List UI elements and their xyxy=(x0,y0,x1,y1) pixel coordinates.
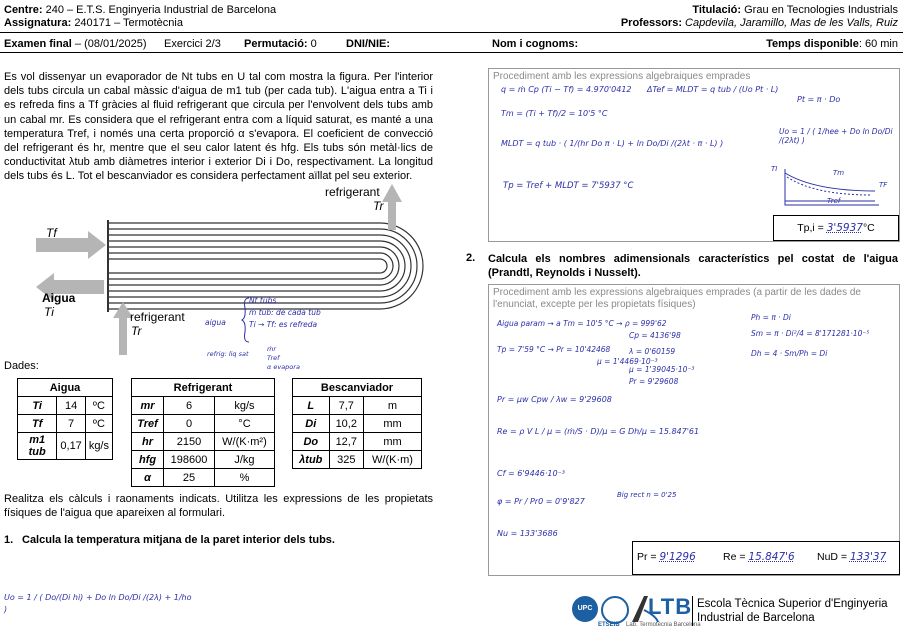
q2-hw-cf: Cf = 6'9446·10⁻³ xyxy=(497,469,565,478)
note-ti-tf: Ti → Tf: es refreda xyxy=(249,320,318,329)
cell: Ti xyxy=(18,397,57,415)
etseib-text: ETSEIB xyxy=(598,622,620,628)
school-name xyxy=(697,597,888,625)
permutacio xyxy=(244,38,317,51)
re-result xyxy=(723,551,795,563)
q2-hw-prandtl: Pr = μw Cpw / λw = 9'29608 xyxy=(497,395,612,404)
q2-hw-lambda: λ = 0'60159 xyxy=(629,347,676,356)
ti-label: Ti xyxy=(44,305,54,319)
tf-label: Tf xyxy=(46,226,57,240)
tf-arrow-head xyxy=(88,231,106,259)
dni-label: DNI/NIE: xyxy=(346,38,390,50)
header-centre xyxy=(4,4,276,17)
professors-value: Capdevila, Jaramillo, Mas de les Valls, Ruiz xyxy=(685,17,898,29)
cell: m xyxy=(363,397,421,415)
upc-logo xyxy=(572,596,598,622)
cell: hr xyxy=(132,433,164,451)
q1-box-label: Procediment amb les expressions algebraiques emprades xyxy=(493,71,751,82)
q2-hw-n: Big rect n = 0'25 xyxy=(617,491,677,499)
nu-result xyxy=(817,551,886,563)
footer-formula: Uo = 1 / ( Do/(Di hi) + Do ln Do/Di /(2λ) + 1/ho ) xyxy=(4,593,192,614)
refrig-in-body xyxy=(119,315,127,355)
centre-label: Centre: xyxy=(4,4,43,16)
table-row xyxy=(18,415,113,433)
q2-hw-reynolds: Re = ρ V L / μ = (ṁ/S · D)/μ = G Dh/μ = 15.847'61 xyxy=(497,427,700,436)
permutacio-value: 0 xyxy=(310,38,317,50)
nu-value: 133'37 xyxy=(849,551,887,563)
tr-top-label: Tr xyxy=(373,199,384,213)
refrig-out-body xyxy=(388,200,396,230)
permutacio-label: Permutació: xyxy=(244,38,308,50)
cell: W/(K·m²) xyxy=(214,433,274,451)
q2-hw-ph: Ph = π · Di xyxy=(751,313,791,322)
note-alpha: α evapora xyxy=(267,363,300,371)
cell: 7 xyxy=(57,415,85,433)
table-row xyxy=(18,433,113,460)
cell: hfg xyxy=(132,451,164,469)
cell: kg/s xyxy=(85,433,112,460)
pr-value: 9'1296 xyxy=(659,551,696,563)
nu-label: NuD = xyxy=(817,551,850,563)
cell: 0 xyxy=(164,415,215,433)
header-divider xyxy=(0,32,903,33)
cell: mr xyxy=(132,397,164,415)
q1-hw-pt: Pt = π · Do xyxy=(797,95,841,104)
tr-bottom-label: Tr xyxy=(131,324,142,338)
note-nt: Nt tubs xyxy=(249,296,277,305)
cell: kg/s xyxy=(214,397,274,415)
q1-hw-tref-sketch: Tref xyxy=(827,197,841,205)
note-aigua: aigua xyxy=(205,318,226,327)
table-row xyxy=(293,451,422,469)
cell: 7,7 xyxy=(329,397,363,415)
exercici-label: Exercici 2/3 xyxy=(164,38,221,50)
cell: Tref xyxy=(132,415,164,433)
q2-hw-aigua: Aigua param → a Tm = 10'5 °C → ρ = 999'62 xyxy=(497,319,667,328)
note-mtub: ṁ tub: de cada tub xyxy=(249,308,321,317)
etseib-logo xyxy=(601,596,629,624)
cell: °C xyxy=(214,415,274,433)
cell: Di xyxy=(293,415,330,433)
header-divider-2 xyxy=(0,52,903,53)
table-row xyxy=(132,397,275,415)
q2-result-box xyxy=(632,541,900,575)
q1-hw-dtef: ΔTef = MLDT = q tub / (Uo Pt · L) xyxy=(647,85,779,94)
q1-hw-uo: Uo = 1 / ( 1/hee + Do ln Do/Di /(2λt) ) xyxy=(779,127,893,145)
q1-number: 1. xyxy=(4,534,14,546)
header-assignatura xyxy=(4,17,183,30)
lab-text: Lab. Termotècnia Barcelona xyxy=(626,622,701,628)
q2-hw-nu: Nu = 133'3686 xyxy=(497,529,558,538)
cell: mm xyxy=(363,415,421,433)
q1-hw-tp: Tp = Tref + MLDT = 7'5937 °C xyxy=(503,181,634,191)
table-refrigerant xyxy=(131,378,275,487)
table-row xyxy=(293,415,422,433)
figure-notes xyxy=(205,296,345,376)
q1-hw-ti: TI xyxy=(771,165,778,173)
examen-line xyxy=(4,38,146,51)
cell: 198600 xyxy=(164,451,215,469)
re-label: Re = xyxy=(723,551,749,563)
q1-hw-q: q = ṁ Cp (Ti − Tf) = 4.970'0412 xyxy=(501,85,632,94)
refrigerant-top-label: refrigerant xyxy=(325,185,380,199)
q2-hw-mu2: μ = 1'39045·10⁻³ xyxy=(629,365,695,374)
re-value: 15.847'6 xyxy=(748,551,795,563)
problem-statement: Es vol dissenyar un evaporador de Nt tubs en U tal com mostra la figura. Per l'interior dels tubs circula un cabal màssic d'aigua de m1 tub (per cada tub). L'aigua entra a Ti i es refreda fins a Tf gràcies al fluid refrigerant que circula per l'envolvent dels tubs amb un cabal mr. Es considera que el refrigerant entra com a líquid saturat, es manté a una temperatura Tref, i només una certa proporció α s'evapora. El coeficient de convecció del refrigerant és hr, mentre que el seu calor latent és hfg. Els tubs són metàl·lics de conductivitat λtub amb diàmetres interior i exterior Di i Do, respectivament. La longitud dels tubs és L. Tot el bescanviador es considera perfectament aïllat pel seu exterior. xyxy=(4,71,433,183)
assignatura-label: Assignatura: xyxy=(4,17,72,29)
q1-hw-tm: Tm = (Ti + Tf)/2 = 10'5 °C xyxy=(501,109,608,118)
assignatura-value: 240171 – Termotècnia xyxy=(74,17,183,29)
professors-label: Professors: xyxy=(620,17,682,29)
titulacio-value: Grau en Tecnologies Industrials xyxy=(744,4,898,16)
table-aigua xyxy=(17,378,113,460)
examen-label: Examen final xyxy=(4,38,72,50)
temps-value: : 60 min xyxy=(858,38,898,50)
ltb-text: LTB xyxy=(648,594,693,619)
q2-hw-phi: φ = Pr / Pr0 = 0'9'827 xyxy=(497,497,585,506)
cell: 6 xyxy=(164,397,215,415)
tf-arrow-body xyxy=(36,238,88,252)
nom-label: Nom i cognoms: xyxy=(492,38,579,50)
note-tref: Tref xyxy=(267,354,280,362)
q1-hw-mldt: MLDT = q tub · ( 1/(hr Do π · L) + ln Do/Di /(2λt · π · L) ) xyxy=(501,139,724,148)
temps-label: Temps disponible xyxy=(766,38,859,50)
footer-divider xyxy=(692,596,693,626)
dades-label: Dades: xyxy=(4,360,39,372)
cell: α xyxy=(132,469,164,487)
q1-result-label: Tp,i = xyxy=(797,222,827,234)
note-refrig: refrig: liq sat xyxy=(207,350,249,358)
q1-result-box xyxy=(773,215,899,241)
cell: 0,17 xyxy=(57,433,85,460)
q2-hw-pr: Pr = 9'29608 xyxy=(629,377,679,386)
refrig-out-head xyxy=(382,184,402,202)
table-row xyxy=(18,397,113,415)
table-aigua-title: Aigua xyxy=(18,379,113,397)
pr-result xyxy=(637,551,696,563)
aigua-label: Aigua xyxy=(42,291,76,305)
q2-box-label: Procediment amb les expressions algebraiques emprades (a partir de les dades de l'enunciat, excepte per les propietats físiques) xyxy=(493,287,861,310)
q2-answer-box xyxy=(488,284,900,576)
titulacio-label: Titulació: xyxy=(692,4,742,16)
cell: mm xyxy=(363,433,421,451)
cell: % xyxy=(214,469,274,487)
q2-hw-sm: Sm = π · Di²/4 = 8'171281·10⁻⁵ xyxy=(751,329,870,338)
school-line2: Industrial de Barcelona xyxy=(697,612,815,624)
table-bescanviador-title: Bescanviador xyxy=(293,379,422,397)
instructions: Realitza els càlculs i raonaments indicats. Utilitza les expressions de les propietats físiques de l'aigua que apareixen al formulari. xyxy=(4,493,433,520)
q2-hw-dh: Dh = 4 · Sm/Ph = Di xyxy=(751,349,828,358)
cell: 12,7 xyxy=(329,433,363,451)
cell: ºC xyxy=(85,397,112,415)
header-professors xyxy=(621,17,898,30)
header-titulacio xyxy=(692,4,898,17)
cell: J/kg xyxy=(214,451,274,469)
notes-brace xyxy=(241,296,251,344)
q1-text: Calcula la temperatura mitjana de la paret interior dels tubs. xyxy=(22,534,335,546)
q2-hw-mu1: μ = 1'4469·10⁻³ xyxy=(597,357,658,366)
cell: W/(K·m) xyxy=(363,451,421,469)
cell: m1 tub xyxy=(18,433,57,460)
note-mr: ṁr xyxy=(267,345,277,353)
refrigerant-bottom-label: refrigerant xyxy=(130,310,185,324)
q1-hw-tm-sketch: Tm xyxy=(833,169,845,177)
cell: L xyxy=(293,397,330,415)
q1-result-unit: °C xyxy=(862,222,875,234)
examen-date: – (08/01/2025) xyxy=(74,38,147,50)
table-row xyxy=(132,469,275,487)
school-line1: Escola Tècnica Superior d'Enginyeria xyxy=(697,598,888,610)
q2-hw-tp: Tp = 7'59 °C → Pr = 10'42468 xyxy=(497,345,611,354)
temps xyxy=(766,38,898,51)
table-row xyxy=(132,415,275,433)
upc-text: UPC xyxy=(577,605,593,612)
cell: 325 xyxy=(329,451,363,469)
table-row xyxy=(132,451,275,469)
table-row xyxy=(293,397,422,415)
cell: Do xyxy=(293,433,330,451)
q1-result-value: 3'5937 xyxy=(826,222,863,234)
q2-text: Calcula els nombres adimensionals característics pel costat de l'aigua (Prandtl, Reynolds i Nusselt). xyxy=(488,253,898,279)
cell: 2150 xyxy=(164,433,215,451)
q2-number: 2. xyxy=(466,252,476,264)
pr-label: Pr = xyxy=(637,551,660,563)
cell: 14 xyxy=(57,397,85,415)
cell: ºC xyxy=(85,415,112,433)
table-row xyxy=(293,433,422,451)
q2-hw-cp: Cp = 4136'98 xyxy=(629,331,681,340)
table-bescanviador xyxy=(292,378,422,469)
table-refrigerant-title: Refrigerant xyxy=(132,379,275,397)
cell: Tf xyxy=(18,415,57,433)
cell: λtub xyxy=(293,451,330,469)
table-row xyxy=(132,433,275,451)
centre-value: 240 – E.T.S. Enginyeria Industrial de Barcelona xyxy=(45,4,277,16)
q1-answer-box xyxy=(488,68,900,242)
q1-hw-tf-sketch: TF xyxy=(879,181,888,189)
cell: 10,2 xyxy=(329,415,363,433)
cell: 25 xyxy=(164,469,215,487)
